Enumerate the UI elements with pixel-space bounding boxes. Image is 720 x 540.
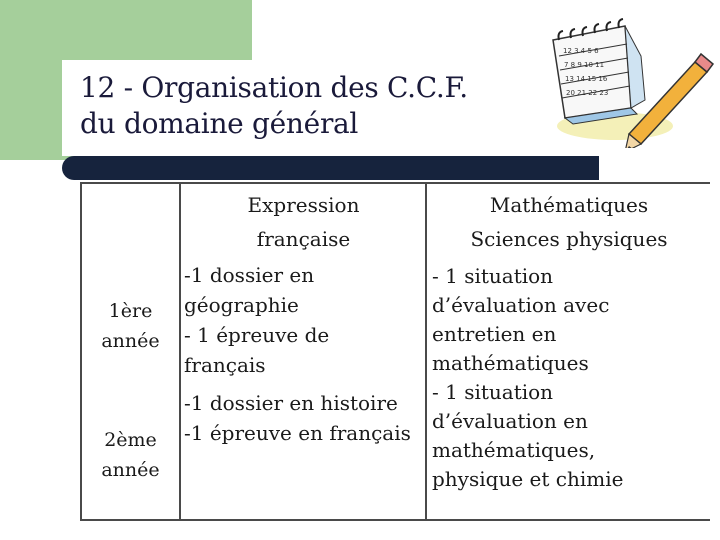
maths-line: - 1 situation	[432, 264, 554, 288]
row-label-line: 1ère	[108, 300, 153, 322]
expression-line: géographie	[184, 293, 299, 317]
title-underline-bar	[62, 156, 599, 180]
row-label-line: année	[101, 330, 160, 352]
maths-line: mathématiques,	[432, 438, 596, 462]
expression-line: français	[184, 353, 266, 377]
header-expression-line: Expression	[247, 193, 360, 217]
row-label-line: 2ème	[104, 429, 157, 451]
svg-text:13 14 15 16: 13 14 15 16	[565, 75, 608, 83]
maths-line: physique et chimie	[432, 467, 624, 491]
calendar-pencil-clipart	[545, 18, 715, 148]
maths-sciences-body	[432, 262, 708, 494]
table-column-divider	[425, 182, 427, 521]
header-expression-francaise	[182, 188, 425, 256]
header-maths-line: Sciences physiques	[470, 227, 668, 251]
header-expression-line: française	[256, 227, 351, 251]
expression-2eme-annee	[184, 388, 424, 448]
svg-text:20 21 22 23: 20 21 22 23	[566, 89, 609, 97]
expression-line: -1 épreuve en français	[184, 421, 411, 445]
header-maths-line: Mathématiques	[489, 193, 649, 217]
slide-title	[80, 70, 468, 142]
expression-line: -1 dossier en	[184, 263, 315, 287]
header-maths-sciences	[428, 188, 710, 256]
row-label-2eme-annee	[82, 425, 179, 485]
row-label-line: année	[101, 459, 160, 481]
table-top-border	[80, 182, 710, 184]
maths-line: mathématiques	[432, 351, 589, 375]
expression-line: -1 dossier en histoire	[184, 391, 398, 415]
title-line-1: 12 - Organisation des C.C.F.	[80, 71, 468, 104]
title-line-2: du domaine général	[80, 107, 359, 140]
maths-line: d’évaluation en	[432, 409, 588, 433]
svg-text:7 8 9 10 11: 7 8 9 10 11	[564, 61, 605, 69]
table-column-divider	[179, 182, 181, 521]
expression-1ere-annee	[184, 260, 424, 380]
table-bottom-border	[80, 519, 710, 521]
row-label-1ere-annee	[82, 296, 179, 356]
maths-line: - 1 situation	[432, 380, 554, 404]
svg-text:12 3 4 5 6: 12 3 4 5 6	[563, 47, 599, 55]
maths-line: d’évaluation avec	[432, 293, 610, 317]
maths-line: entretien en	[432, 322, 557, 346]
ccf-table	[80, 182, 710, 521]
expression-line: - 1 épreuve de	[184, 323, 330, 347]
